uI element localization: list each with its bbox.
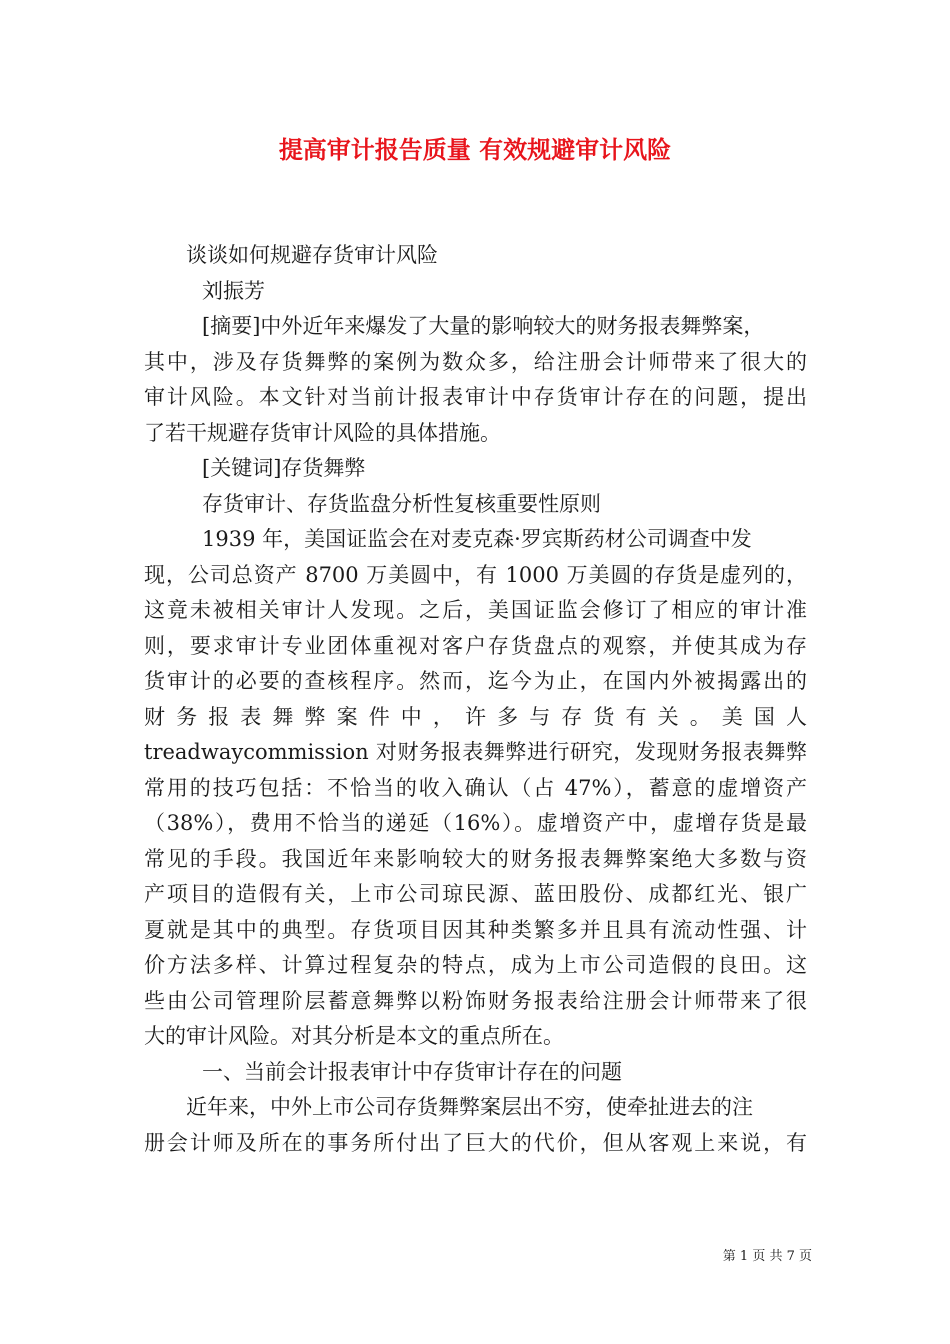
- subtitle-line: 谈谈如何规避存货审计风险: [186, 243, 438, 267]
- abstract-line: 其中，涉及存货舞弊的案例为数众多，给注册会计师带来了很大的: [144, 349, 807, 374]
- body-line: 财务报表舞弊案件中，许多与存货有关。美国人: [144, 704, 807, 729]
- body-line: 常用的技巧包括：不恰当的收入确认（占 47%），蓄意的虚增资产: [144, 775, 807, 800]
- body-line: 些由公司管理阶层蓄意舞弊以粉饰财务报表给注册会计师带来了很: [144, 988, 807, 1013]
- body-line: （38%），费用不恰当的递延（16%）。虚增资产中，虚增存货是最: [144, 811, 807, 835]
- document-title: 提高审计报告质量 有效规避审计风险: [278, 136, 672, 164]
- body-line: 产项目的造假有关，上市公司琼民源、蓝田股份、成都红光、银广: [144, 882, 807, 906]
- body-line: 货审计的必要的查核程序。然而，迄今为止，在国内外被揭露出的: [144, 669, 807, 693]
- body-line: treadwaycommission 对财务报表舞弊进行研究，发现财务报表舞弊: [144, 740, 807, 764]
- document-body: [144, 240, 807, 1163]
- body-line: 大的审计风险。对其分析是本文的重点所在。: [144, 1024, 564, 1048]
- abstract-line: 了若干规避存货审计风险的具体措施。: [144, 420, 501, 445]
- keywords-line: 存货审计、存货监盘分析性复核重要性原则: [202, 491, 601, 516]
- body-line: 现，公司总资产 8700 万美圆中，有 1000 万美圆的存货是虚列的，: [144, 562, 807, 587]
- author-line: 刘振芳: [202, 278, 265, 303]
- body-line: 1939 年，美国证监会在对麦克森·罗宾斯药材公司调查中发: [202, 527, 752, 551]
- body-line: 夏就是其中的典型。存货项目因其种类繁多并且具有流动性强、计: [144, 917, 807, 942]
- abstract-line: 审计风险。本文针对当前计报表审计中存货审计存在的问题，提出: [144, 385, 807, 409]
- abstract-line: [摘要]中外近年来爆发了大量的影响较大的财务报表舞弊案，: [202, 314, 765, 338]
- body-line: 常见的手段。我国近年来影响较大的财务报表舞弊案绝大多数与资: [144, 846, 807, 871]
- section-heading: 一、当前会计报表审计中存货审计存在的问题: [202, 1059, 622, 1084]
- keywords-line: [关键词]存货舞弊: [202, 456, 366, 480]
- body-line: 则，要求审计专业团体重视对客户存货盘点的观察，并使其成为存: [144, 633, 807, 658]
- body-line: 近年来，中外上市公司存货舞弊案层出不穷，使牵扯进去的注: [186, 1095, 753, 1119]
- page-number: 第 1 页 共 7 页: [722, 1249, 812, 1264]
- body-line: 这竟未被相关审计人发现。之后，美国证监会修订了相应的审计准: [144, 598, 807, 622]
- body-line: 价方法多样、计算过程复杂的特点，成为上市公司造假的良田。这: [144, 953, 807, 977]
- body-line: 册会计师及所在的事务所付出了巨大的代价，但从客观上来说，有: [144, 1130, 807, 1155]
